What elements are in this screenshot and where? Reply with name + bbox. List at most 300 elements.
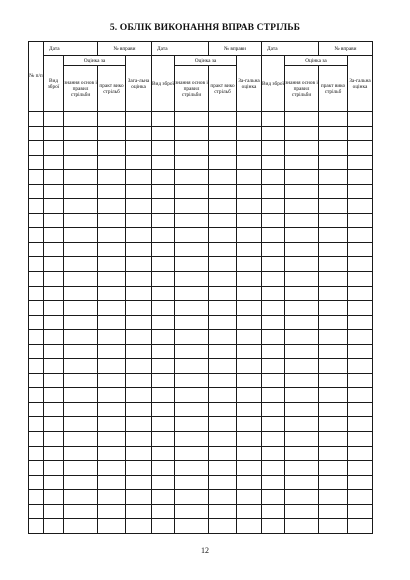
table-cell[interactable] [319,330,348,345]
table-cell[interactable] [175,446,209,461]
table-cell[interactable] [262,344,285,359]
table-cell[interactable] [237,475,262,490]
table-cell[interactable] [262,112,285,127]
table-cell[interactable] [29,490,44,505]
table-cell[interactable] [64,461,98,476]
table-cell[interactable] [64,402,98,417]
table-cell[interactable] [44,126,64,141]
table-cell[interactable] [237,519,262,534]
table-cell[interactable] [152,388,175,403]
table-cell[interactable] [126,475,152,490]
table-cell[interactable] [262,141,285,156]
table-cell[interactable] [262,417,285,432]
table-cell[interactable] [285,272,319,287]
table-cell[interactable] [29,272,44,287]
table-cell[interactable] [152,242,175,257]
table-cell[interactable] [319,155,348,170]
table-cell[interactable] [285,373,319,388]
table-cell[interactable] [348,155,373,170]
table-cell[interactable] [44,519,64,534]
table-cell[interactable] [98,257,126,272]
table-cell[interactable] [348,446,373,461]
table-cell[interactable] [175,330,209,345]
table-cell[interactable] [126,257,152,272]
table-cell[interactable] [152,359,175,374]
table-cell[interactable] [348,402,373,417]
table-cell[interactable] [237,170,262,185]
table-cell[interactable] [175,490,209,505]
table-cell[interactable] [209,388,237,403]
table-cell[interactable] [126,461,152,476]
table-cell[interactable] [285,184,319,199]
table-cell[interactable] [29,373,44,388]
table-cell[interactable] [126,417,152,432]
table-cell[interactable] [319,213,348,228]
table-cell[interactable] [348,417,373,432]
table-cell[interactable] [44,359,64,374]
table-cell[interactable] [319,373,348,388]
table-cell[interactable] [348,184,373,199]
table-cell[interactable] [348,213,373,228]
table-cell[interactable] [152,170,175,185]
table-cell[interactable] [319,417,348,432]
table-cell[interactable] [262,388,285,403]
table-cell[interactable] [44,155,64,170]
table-cell[interactable] [209,446,237,461]
table-cell[interactable] [237,373,262,388]
table-cell[interactable] [237,330,262,345]
table-cell[interactable] [98,228,126,243]
table-cell[interactable] [175,242,209,257]
table-cell[interactable] [285,432,319,447]
table-cell[interactable] [209,373,237,388]
table-cell[interactable] [152,446,175,461]
table-cell[interactable] [262,126,285,141]
table-cell[interactable] [64,155,98,170]
table-cell[interactable] [262,490,285,505]
table-cell[interactable] [126,359,152,374]
table-cell[interactable] [209,519,237,534]
table-cell[interactable] [285,402,319,417]
table-cell[interactable] [29,155,44,170]
table-cell[interactable] [348,359,373,374]
table-cell[interactable] [237,286,262,301]
table-cell[interactable] [152,257,175,272]
table-cell[interactable] [44,112,64,127]
table-cell[interactable] [98,359,126,374]
table-cell[interactable] [348,504,373,519]
table-cell[interactable] [237,417,262,432]
table-cell[interactable] [237,359,262,374]
table-cell[interactable] [209,286,237,301]
table-cell[interactable] [285,490,319,505]
table-cell[interactable] [175,141,209,156]
table-cell[interactable] [262,373,285,388]
table-cell[interactable] [98,373,126,388]
table-cell[interactable] [126,402,152,417]
table-cell[interactable] [64,141,98,156]
table-cell[interactable] [44,417,64,432]
table-cell[interactable] [285,155,319,170]
table-cell[interactable] [152,461,175,476]
table-cell[interactable] [126,315,152,330]
table-cell[interactable] [152,213,175,228]
table-cell[interactable] [29,126,44,141]
table-cell[interactable] [237,504,262,519]
table-cell[interactable] [348,432,373,447]
table-cell[interactable] [175,184,209,199]
table-cell[interactable] [126,519,152,534]
table-cell[interactable] [285,504,319,519]
table-cell[interactable] [262,155,285,170]
table-cell[interactable] [319,446,348,461]
table-cell[interactable] [262,475,285,490]
table-cell[interactable] [237,272,262,287]
table-cell[interactable] [152,504,175,519]
table-cell[interactable] [44,344,64,359]
table-cell[interactable] [319,432,348,447]
table-cell[interactable] [64,112,98,127]
table-cell[interactable] [319,242,348,257]
table-cell[interactable] [285,199,319,214]
table-cell[interactable] [64,504,98,519]
table-cell[interactable] [262,402,285,417]
table-cell[interactable] [64,170,98,185]
table-cell[interactable] [237,199,262,214]
table-cell[interactable] [175,126,209,141]
table-cell[interactable] [64,519,98,534]
table-cell[interactable] [175,504,209,519]
table-cell[interactable] [319,112,348,127]
table-cell[interactable] [209,344,237,359]
table-cell[interactable] [285,112,319,127]
table-cell[interactable] [175,432,209,447]
table-cell[interactable] [175,373,209,388]
table-cell[interactable] [285,170,319,185]
table-cell[interactable] [98,286,126,301]
table-cell[interactable] [64,272,98,287]
table-cell[interactable] [285,213,319,228]
table-cell[interactable] [348,475,373,490]
table-cell[interactable] [152,199,175,214]
table-cell[interactable] [44,388,64,403]
table-cell[interactable] [44,461,64,476]
table-cell[interactable] [285,242,319,257]
table-cell[interactable] [126,126,152,141]
table-cell[interactable] [237,388,262,403]
table-cell[interactable] [175,112,209,127]
table-cell[interactable] [262,228,285,243]
table-cell[interactable] [98,330,126,345]
table-cell[interactable] [209,402,237,417]
table-cell[interactable] [152,155,175,170]
table-cell[interactable] [348,330,373,345]
table-cell[interactable] [29,432,44,447]
table-cell[interactable] [285,286,319,301]
table-cell[interactable] [44,213,64,228]
table-cell[interactable] [64,286,98,301]
table-cell[interactable] [44,170,64,185]
table-cell[interactable] [126,228,152,243]
table-cell[interactable] [29,301,44,316]
table-cell[interactable] [262,446,285,461]
table-cell[interactable] [98,315,126,330]
table-cell[interactable] [126,301,152,316]
table-cell[interactable] [348,461,373,476]
table-cell[interactable] [98,213,126,228]
table-cell[interactable] [64,301,98,316]
table-cell[interactable] [44,286,64,301]
table-cell[interactable] [44,330,64,345]
table-cell[interactable] [44,199,64,214]
table-cell[interactable] [44,301,64,316]
table-cell[interactable] [209,272,237,287]
table-cell[interactable] [152,315,175,330]
table-cell[interactable] [152,301,175,316]
table-cell[interactable] [44,184,64,199]
table-cell[interactable] [152,272,175,287]
table-cell[interactable] [175,155,209,170]
table-cell[interactable] [29,315,44,330]
table-cell[interactable] [98,417,126,432]
table-cell[interactable] [29,257,44,272]
table-cell[interactable] [285,330,319,345]
table-cell[interactable] [126,446,152,461]
table-cell[interactable] [348,519,373,534]
table-cell[interactable] [285,228,319,243]
table-cell[interactable] [29,475,44,490]
table-cell[interactable] [319,344,348,359]
table-cell[interactable] [98,402,126,417]
table-cell[interactable] [126,330,152,345]
table-cell[interactable] [152,184,175,199]
table-cell[interactable] [175,402,209,417]
table-cell[interactable] [175,170,209,185]
table-cell[interactable] [29,199,44,214]
table-cell[interactable] [285,344,319,359]
table-cell[interactable] [152,519,175,534]
table-cell[interactable] [175,417,209,432]
table-cell[interactable] [237,402,262,417]
table-cell[interactable] [29,242,44,257]
table-cell[interactable] [262,330,285,345]
table-cell[interactable] [126,199,152,214]
table-cell[interactable] [64,373,98,388]
table-cell[interactable] [209,184,237,199]
table-cell[interactable] [319,228,348,243]
table-cell[interactable] [126,388,152,403]
table-cell[interactable] [209,315,237,330]
table-cell[interactable] [126,286,152,301]
table-cell[interactable] [126,155,152,170]
table-cell[interactable] [44,141,64,156]
table-cell[interactable] [44,446,64,461]
table-cell[interactable] [126,170,152,185]
table-cell[interactable] [319,257,348,272]
table-cell[interactable] [237,301,262,316]
table-cell[interactable] [98,519,126,534]
table-cell[interactable] [348,315,373,330]
table-cell[interactable] [348,126,373,141]
table-cell[interactable] [262,301,285,316]
table-cell[interactable] [348,170,373,185]
table-cell[interactable] [209,126,237,141]
table-cell[interactable] [126,272,152,287]
table-cell[interactable] [152,402,175,417]
table-cell[interactable] [319,184,348,199]
table-cell[interactable] [98,504,126,519]
table-cell[interactable] [348,272,373,287]
table-cell[interactable] [209,141,237,156]
table-cell[interactable] [237,126,262,141]
table-cell[interactable] [175,272,209,287]
table-cell[interactable] [285,519,319,534]
table-cell[interactable] [262,213,285,228]
table-cell[interactable] [29,359,44,374]
table-cell[interactable] [98,141,126,156]
table-cell[interactable] [29,184,44,199]
table-cell[interactable] [237,213,262,228]
table-cell[interactable] [209,199,237,214]
table-cell[interactable] [152,490,175,505]
table-cell[interactable] [348,141,373,156]
table-cell[interactable] [348,490,373,505]
table-cell[interactable] [152,475,175,490]
table-cell[interactable] [126,504,152,519]
table-cell[interactable] [44,402,64,417]
table-cell[interactable] [285,315,319,330]
table-cell[interactable] [237,155,262,170]
table-cell[interactable] [209,228,237,243]
table-cell[interactable] [98,344,126,359]
table-cell[interactable] [175,315,209,330]
table-cell[interactable] [29,141,44,156]
table-cell[interactable] [175,344,209,359]
table-cell[interactable] [64,446,98,461]
table-cell[interactable] [152,373,175,388]
table-cell[interactable] [262,519,285,534]
table-cell[interactable] [262,242,285,257]
table-cell[interactable] [98,475,126,490]
table-cell[interactable] [126,112,152,127]
table-cell[interactable] [319,141,348,156]
table-cell[interactable] [98,432,126,447]
table-cell[interactable] [348,301,373,316]
table-cell[interactable] [237,461,262,476]
table-cell[interactable] [98,170,126,185]
table-cell[interactable] [319,286,348,301]
table-cell[interactable] [29,388,44,403]
table-cell[interactable] [209,301,237,316]
table-cell[interactable] [126,141,152,156]
table-cell[interactable] [237,490,262,505]
table-cell[interactable] [64,184,98,199]
table-cell[interactable] [175,388,209,403]
table-cell[interactable] [209,417,237,432]
table-cell[interactable] [64,388,98,403]
table-cell[interactable] [209,461,237,476]
table-cell[interactable] [237,432,262,447]
table-cell[interactable] [44,504,64,519]
table-cell[interactable] [285,257,319,272]
table-cell[interactable] [285,301,319,316]
table-cell[interactable] [152,286,175,301]
table-cell[interactable] [285,126,319,141]
table-cell[interactable] [44,432,64,447]
table-cell[interactable] [44,257,64,272]
table-cell[interactable] [348,199,373,214]
table-cell[interactable] [175,213,209,228]
table-cell[interactable] [126,490,152,505]
table-cell[interactable] [319,315,348,330]
table-cell[interactable] [209,155,237,170]
table-cell[interactable] [348,286,373,301]
table-cell[interactable] [29,461,44,476]
table-cell[interactable] [152,432,175,447]
table-cell[interactable] [98,272,126,287]
table-cell[interactable] [175,475,209,490]
table-cell[interactable] [209,213,237,228]
table-cell[interactable] [64,490,98,505]
table-cell[interactable] [64,126,98,141]
table-cell[interactable] [64,359,98,374]
table-cell[interactable] [209,257,237,272]
table-cell[interactable] [285,446,319,461]
table-cell[interactable] [285,475,319,490]
table-cell[interactable] [29,446,44,461]
table-cell[interactable] [29,519,44,534]
table-cell[interactable] [209,330,237,345]
table-cell[interactable] [175,257,209,272]
table-cell[interactable] [237,184,262,199]
table-cell[interactable] [64,199,98,214]
table-cell[interactable] [98,126,126,141]
table-cell[interactable] [285,359,319,374]
table-cell[interactable] [29,402,44,417]
table-cell[interactable] [285,141,319,156]
table-cell[interactable] [319,272,348,287]
table-cell[interactable] [29,213,44,228]
table-cell[interactable] [262,461,285,476]
table-cell[interactable] [175,199,209,214]
table-cell[interactable] [285,388,319,403]
table-cell[interactable] [262,257,285,272]
table-cell[interactable] [126,242,152,257]
table-cell[interactable] [98,155,126,170]
table-cell[interactable] [152,126,175,141]
table-cell[interactable] [262,170,285,185]
table-cell[interactable] [237,315,262,330]
table-cell[interactable] [152,112,175,127]
table-cell[interactable] [319,461,348,476]
table-cell[interactable] [152,141,175,156]
table-cell[interactable] [262,359,285,374]
table-cell[interactable] [319,199,348,214]
table-cell[interactable] [237,112,262,127]
table-cell[interactable] [152,417,175,432]
table-cell[interactable] [175,461,209,476]
table-cell[interactable] [319,170,348,185]
table-cell[interactable] [98,388,126,403]
table-cell[interactable] [285,461,319,476]
table-cell[interactable] [237,257,262,272]
table-cell[interactable] [237,242,262,257]
table-cell[interactable] [175,359,209,374]
table-cell[interactable] [237,228,262,243]
table-cell[interactable] [44,242,64,257]
table-cell[interactable] [29,170,44,185]
table-cell[interactable] [29,417,44,432]
